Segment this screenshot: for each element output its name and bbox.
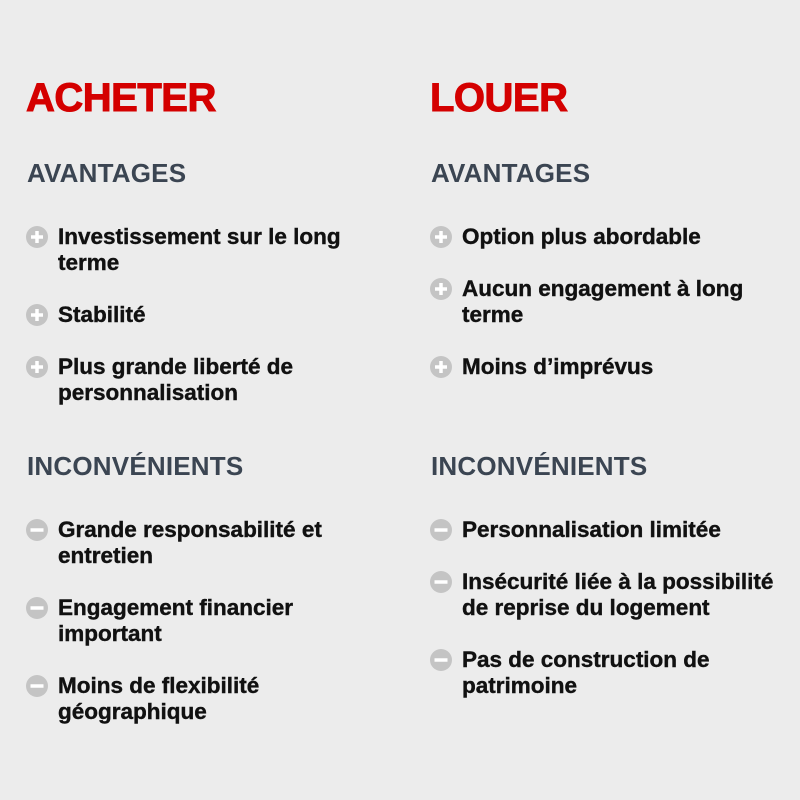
plus-circle-icon bbox=[26, 356, 48, 378]
plus-circle-icon bbox=[26, 304, 48, 326]
louer-avantages-list bbox=[430, 224, 790, 406]
list-item bbox=[430, 647, 790, 699]
list-item bbox=[26, 354, 386, 406]
list-item bbox=[430, 276, 790, 328]
acheter-avantages-heading: AVANTAGES bbox=[27, 158, 187, 188]
item-text: Stabilité bbox=[58, 302, 146, 327]
item-text: Insécurité liée à la possibilité de reprise du logement bbox=[462, 569, 774, 620]
louer-inconvenients-heading: INCONVÉNIENTS bbox=[431, 451, 648, 481]
list-item bbox=[26, 302, 386, 328]
list-item bbox=[26, 673, 386, 725]
acheter-inconvenients-list bbox=[26, 517, 386, 751]
minus-circle-icon bbox=[26, 675, 48, 697]
louer-avantages-heading: AVANTAGES bbox=[431, 158, 591, 188]
list-item bbox=[430, 354, 790, 380]
item-text: Option plus abordable bbox=[462, 224, 701, 249]
minus-circle-icon bbox=[430, 649, 452, 671]
item-text: Pas de construction de patrimoine bbox=[462, 647, 710, 698]
minus-circle-icon bbox=[26, 597, 48, 619]
list-item bbox=[26, 224, 386, 276]
acheter-inconvenients-heading: INCONVÉNIENTS bbox=[27, 451, 244, 481]
item-text: Engagement financier important bbox=[58, 595, 294, 646]
item-text: Aucun engagement à long terme bbox=[462, 276, 744, 327]
minus-circle-icon bbox=[430, 571, 452, 593]
plus-circle-icon bbox=[430, 226, 452, 248]
list-item bbox=[430, 569, 790, 621]
minus-circle-icon bbox=[26, 519, 48, 541]
item-text: Personnalisation limitée bbox=[462, 517, 721, 542]
plus-circle-icon bbox=[430, 356, 452, 378]
item-text: Grande responsabilité et entretien bbox=[58, 517, 322, 568]
list-item bbox=[430, 224, 790, 250]
item-text: Moins de flexibilité géographique bbox=[58, 673, 260, 724]
list-item bbox=[26, 595, 386, 647]
item-text: Investissement sur le long terme bbox=[58, 224, 341, 275]
list-item bbox=[26, 517, 386, 569]
acheter-avantages-list bbox=[26, 224, 386, 432]
plus-circle-icon bbox=[430, 278, 452, 300]
list-item bbox=[430, 517, 790, 543]
item-text: Moins d’imprévus bbox=[462, 354, 654, 379]
item-text: Plus grande liberté de personnalisation bbox=[58, 354, 294, 405]
minus-circle-icon bbox=[430, 519, 452, 541]
louer-title: LOUER bbox=[430, 76, 568, 120]
plus-circle-icon bbox=[26, 226, 48, 248]
louer-inconvenients-list bbox=[430, 517, 790, 725]
acheter-title: ACHETER bbox=[26, 76, 216, 120]
